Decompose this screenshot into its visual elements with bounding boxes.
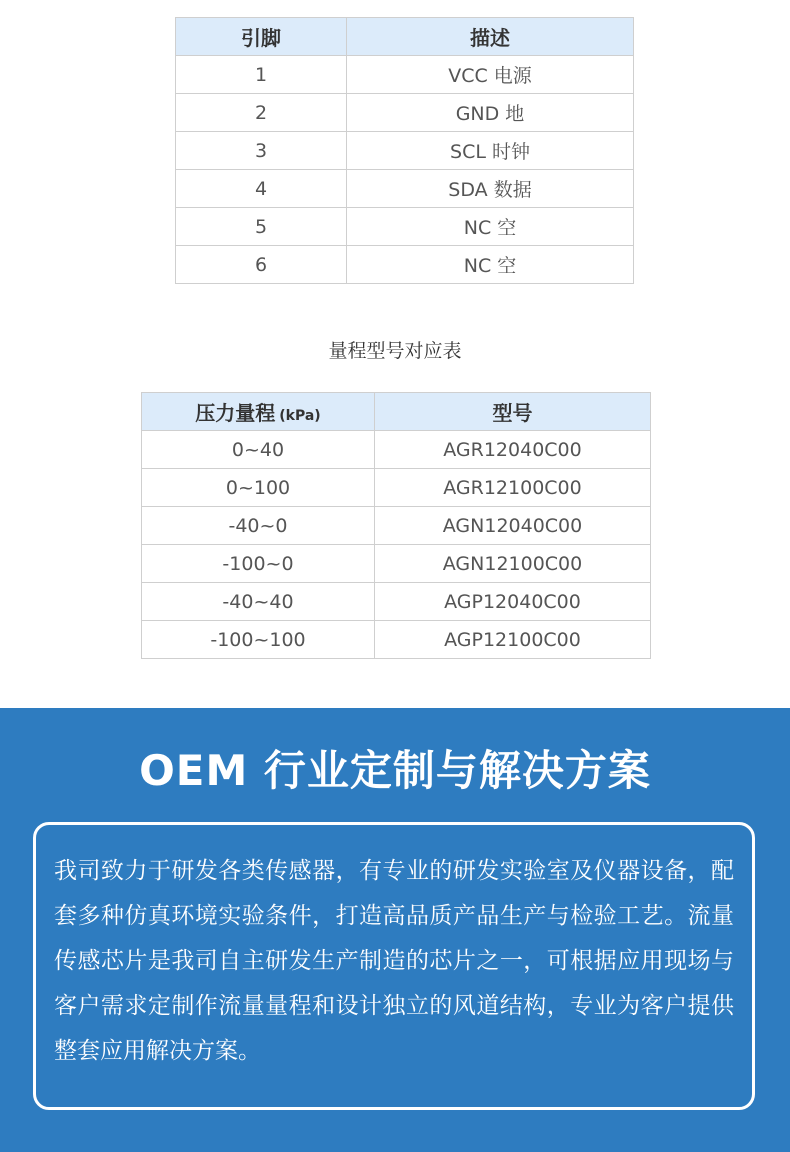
pressure-unit-label: (kPa) bbox=[279, 408, 321, 424]
model-cell: AGR12040C00 bbox=[375, 431, 651, 469]
range-cell: -100~100 bbox=[142, 621, 375, 659]
table-row bbox=[142, 583, 651, 621]
column-header-description: 描述 bbox=[347, 18, 634, 56]
model-cell: AGR12100C00 bbox=[375, 469, 651, 507]
table-header-row bbox=[142, 393, 651, 431]
pin-number-cell: 5 bbox=[176, 208, 347, 246]
model-cell: AGP12040C00 bbox=[375, 583, 651, 621]
table-row bbox=[176, 132, 634, 170]
oem-description-box bbox=[33, 822, 755, 1110]
range-cell: -40~40 bbox=[142, 583, 375, 621]
table-row bbox=[142, 621, 651, 659]
pin-description-cell: VCC 电源 bbox=[347, 56, 634, 94]
oem-section bbox=[0, 708, 790, 1152]
table-row bbox=[176, 94, 634, 132]
table-row bbox=[142, 507, 651, 545]
column-header-pressure-range bbox=[142, 393, 375, 431]
model-cell: AGP12100C00 bbox=[375, 621, 651, 659]
model-cell: AGN12040C00 bbox=[375, 507, 651, 545]
range-table-title: 量程型号对应表 bbox=[328, 340, 462, 362]
column-header-model: 型号 bbox=[375, 393, 651, 431]
pressure-range-label: 压力量程 bbox=[195, 401, 276, 425]
pin-description-cell: SDA 数据 bbox=[347, 170, 634, 208]
range-cell: 0~40 bbox=[142, 431, 375, 469]
table-row bbox=[176, 246, 634, 284]
pin-number-cell: 1 bbox=[176, 56, 347, 94]
oem-description-text: 我司致力于研发各类传感器，有专业的研发实验室及仪器设备，配套多种仿真环境实验条件，打造高品质产品生产与检验工艺。流量传感芯片是我司自主研发生产制造的芯片之一，可根据应用现场与客户需求定制作流量量程和设计独立的风道结构，专业为客户提供整套应用解决方案。 bbox=[54, 858, 734, 1064]
table-row bbox=[176, 208, 634, 246]
model-cell: AGN12100C00 bbox=[375, 545, 651, 583]
pin-description-cell: SCL 时钟 bbox=[347, 132, 634, 170]
pin-definition-table bbox=[175, 17, 634, 284]
pin-number-cell: 6 bbox=[176, 246, 347, 284]
column-header-pin: 引脚 bbox=[176, 18, 347, 56]
pin-number-cell: 3 bbox=[176, 132, 347, 170]
table-row bbox=[142, 545, 651, 583]
pin-description-cell: NC 空 bbox=[347, 246, 634, 284]
oem-title: OEM 行业定制与解决方案 bbox=[139, 746, 651, 795]
table-row bbox=[142, 469, 651, 507]
pin-number-cell: 4 bbox=[176, 170, 347, 208]
range-model-table bbox=[141, 392, 651, 659]
range-cell: -100~0 bbox=[142, 545, 375, 583]
range-cell: -40~0 bbox=[142, 507, 375, 545]
table-row bbox=[176, 170, 634, 208]
range-cell: 0~100 bbox=[142, 469, 375, 507]
pin-description-cell: GND 地 bbox=[347, 94, 634, 132]
table-header-row bbox=[176, 18, 634, 56]
table-row bbox=[142, 431, 651, 469]
pin-number-cell: 2 bbox=[176, 94, 347, 132]
pin-description-cell: NC 空 bbox=[347, 208, 634, 246]
table-row bbox=[176, 56, 634, 94]
